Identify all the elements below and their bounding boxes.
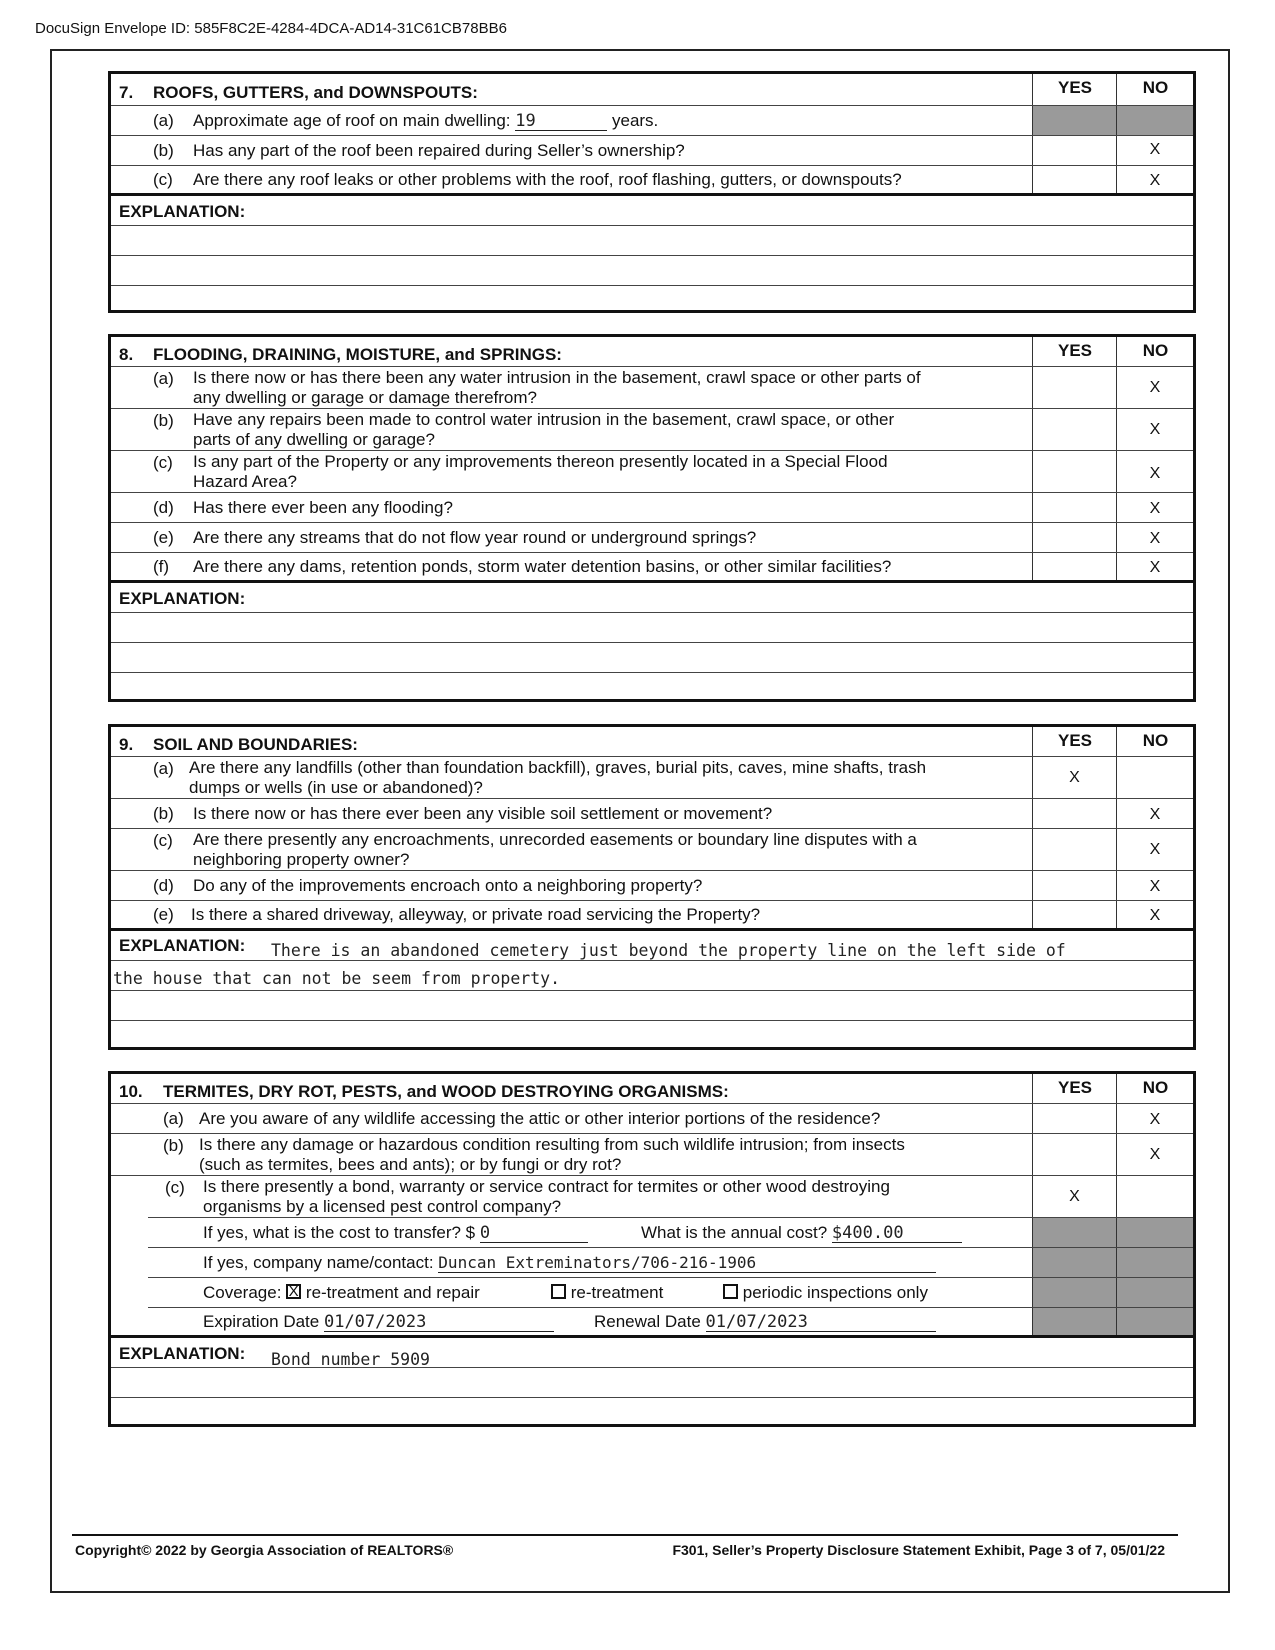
no-mark: X [1149,841,1161,858]
no-mark: X [1149,530,1161,547]
yes-cell[interactable] [1032,409,1116,450]
yes-header: YES [1057,731,1093,750]
renewal-date-field[interactable]: 01/07/2023 [706,1312,936,1332]
question-text: Are there any landfills (other than foundation backfill), graves, burial pits, caves, mine shafts, trash dumps or wells (in use or abandoned)? [189,758,927,797]
question-text: Approximate age of roof on main dwelling: 19 years. [193,111,659,131]
explanation-row[interactable] [111,1338,1193,1368]
explanation-line[interactable] [111,226,1193,256]
footer-copyright: Copyright© 2022 by Georgia Association of REALTORS® [75,1542,454,1558]
no-mark: X [1149,379,1161,396]
question-text: Have any repairs been made to control water intrusion in the basement, crawl space, or other parts of any dwelling or garage? [193,410,895,449]
explanation-label: EXPLANATION: [119,1344,246,1363]
explanation-line[interactable] [111,643,1193,673]
section-title: TERMITES, DRY ROT, PESTS, and WOOD DESTROYING ORGANISMS: [163,1082,729,1101]
section-title: FLOODING, DRAINING, MOISTURE, and SPRINGS: [153,345,562,364]
section-termites [108,1071,1196,1427]
no-mark: X [1149,1111,1161,1128]
question-label: (b) [153,411,174,430]
question-text: Is there a shared driveway, alleyway, or private road servicing the Property? [191,905,761,924]
yes-cell[interactable] [1032,829,1116,870]
cost-transfer-field[interactable]: 0 [480,1223,588,1243]
question-row-7c [111,166,1193,196]
no-cell[interactable] [1116,871,1193,900]
yes-cell[interactable] [1032,553,1116,580]
question-row-9b [111,799,1193,829]
no-mark: X [1149,1146,1161,1163]
cost-transfer: If yes, what is the cost to transfer? $ 0 [203,1223,1023,1243]
no-header: NO [1142,1078,1169,1097]
question-row-8e [111,523,1193,553]
question-text: Are there any streams that do not flow year round or underground springs? [193,528,757,547]
footer-form-id: F301, Seller’s Property Disclosure Statement Exhibit, Page 3 of 7, 05/01/22 [672,1542,1165,1558]
question-row-10a [111,1104,1193,1134]
company-field[interactable]: Duncan Extreminators/706-216-1906 [438,1253,936,1273]
question-label: (a) [153,111,174,130]
envelope-id: DocuSign Envelope ID: 585F8C2E-4284-4DCA-AD14-31C61CB78BB6 [35,20,507,37]
question-row-9a [111,757,1193,799]
question-label: (f) [153,557,170,576]
no-cell[interactable] [1116,493,1193,522]
yes-header: YES [1057,341,1093,360]
question-label: (d) [153,498,174,517]
explanation-row[interactable] [111,196,1193,226]
cost-row [111,1218,1193,1248]
no-cell[interactable] [1116,757,1193,798]
explanation-text[interactable]: There is an abandoned cemetery just beyond the property line on the left side of [271,941,1066,960]
question-text: Is any part of the Property or any improvements thereon presently located in a Special Flood Hazard Area? [193,452,888,491]
explanation-line[interactable] [111,961,1193,991]
no-cell[interactable] [1116,523,1193,552]
no-cell[interactable] [1116,367,1193,408]
no-cell[interactable] [1116,451,1193,492]
yes-cell[interactable] [1032,799,1116,828]
yes-cell[interactable] [1032,166,1116,193]
section-number: 10. [119,1082,143,1101]
section-header-row [111,1074,1193,1104]
renewal-date: Renewal Date 01/07/2023 [594,1312,1014,1332]
question-label: (a) [153,369,174,388]
no-header: NO [1142,78,1169,97]
no-cell[interactable] [1116,799,1193,828]
no-cell[interactable] [1116,1134,1193,1175]
question-row-8f [111,553,1193,583]
coverage: Coverage: X re-treatment and repair [203,1283,480,1302]
section-number: 7. [119,83,134,102]
no-cell[interactable] [1116,166,1193,193]
no-cell[interactable] [1116,1176,1193,1218]
section-number: 8. [119,345,134,364]
question-text: Has any part of the roof been repaired during Seller’s ownership? [193,141,685,160]
yes-cell[interactable] [1032,1104,1116,1133]
question-text: Are there presently any encroachments, unrecorded easements or boundary line disputes with a neighboring property owner? [193,830,917,869]
annual-cost: What is the annual cost? $400.00 [641,1223,971,1243]
section-header-row [111,727,1193,757]
no-mark: X [1149,421,1161,438]
yes-cell[interactable] [1032,1176,1116,1218]
question-text: Is there presently a bond, warranty or service contract for termites or other wood destroying organisms by a licensed pest control company? [203,1177,890,1216]
question-label: (e) [153,905,174,924]
yes-cell[interactable] [1032,493,1116,522]
question-label: (d) [153,876,174,895]
yes-cell[interactable] [1032,136,1116,165]
yes-cell[interactable] [1032,1134,1116,1175]
explanation-line[interactable] [111,613,1193,643]
explanation-label: EXPLANATION: [119,202,246,221]
explanation-line[interactable] [111,256,1193,286]
question-row-8b [111,409,1193,451]
section-header-row [111,74,1193,106]
checkbox-retreatment[interactable] [551,1284,566,1299]
yes-cell[interactable] [1032,871,1116,900]
dates-row [111,1308,1193,1338]
no-mark: X [1149,500,1161,517]
no-mark: X [1149,141,1161,158]
section-title: ROOFS, GUTTERS, and DOWNSPOUTS: [153,83,478,102]
roof-age-field[interactable]: 19 [515,111,607,131]
no-cell[interactable] [1116,136,1193,165]
explanation-row[interactable] [111,931,1193,961]
no-cell[interactable] [1116,829,1193,870]
question-label: (a) [163,1109,184,1128]
explanation-text[interactable]: Bond number 5909 [271,1350,430,1369]
yes-cell[interactable] [1032,757,1116,798]
no-cell[interactable] [1116,553,1193,580]
no-mark: X [1149,465,1161,482]
question-row-9c [111,829,1193,871]
section-roofs [108,71,1196,313]
no-cell[interactable] [1116,1104,1193,1133]
no-mark: X [1149,878,1161,895]
explanation-line[interactable] [111,991,1193,1021]
yes-header: YES [1057,78,1093,97]
explanation-label: EXPLANATION: [119,589,246,608]
expiration-date: Expiration Date 01/07/2023 [203,1312,1023,1332]
no-mark: X [1149,806,1161,823]
question-text: Is there any damage or hazardous condition resulting from such wildlife intrusion; from insects (such as termites, bees and ants); or by fungi or dry rot? [199,1135,905,1174]
yes-mark: X [1069,769,1080,786]
section-header-row [111,337,1193,367]
question-label: (c) [153,170,173,189]
question-row-10c [111,1176,1193,1218]
checkbox-periodic-inspections[interactable] [723,1284,738,1299]
question-text: Are there any dams, retention ponds, storm water detention basins, or other similar facilities? [193,557,892,576]
question-label: (c) [165,1178,185,1197]
yes-cell[interactable] [1032,523,1116,552]
question-text: Are you aware of any wildlife accessing the attic or other interior portions of the residence? [199,1109,881,1128]
yes-cell[interactable] [1032,451,1116,492]
question-row-10b [111,1134,1193,1176]
question-row-9e [111,901,1193,931]
question-text: Do any of the improvements encroach onto a neighboring property? [193,876,703,895]
no-cell[interactable] [1116,901,1193,928]
section-title: SOIL AND BOUNDARIES: [153,735,358,754]
question-text: Is there now or has there ever been any visible soil settlement or movement? [193,804,773,823]
company: If yes, company name/contact: Duncan Extreminators/706-216-1906 [203,1253,1023,1273]
explanation-label: EXPLANATION: [119,936,246,955]
company-row [111,1248,1193,1278]
question-label: (a) [153,759,174,778]
section-soil [108,724,1196,1050]
explanation-line[interactable] [111,1368,1193,1398]
explanation-text[interactable]: the house that can not be seem from property. [113,969,561,988]
question-row-7b [111,136,1193,166]
question-label: (b) [153,804,174,823]
annual-cost-field[interactable]: $400.00 [832,1223,962,1243]
question-label: (b) [163,1136,184,1155]
section-number: 9. [119,735,134,754]
question-row-7a [111,106,1193,136]
yes-cell[interactable] [1032,367,1116,408]
footer-divider [72,1534,1178,1536]
coverage-row: Coverage: X re-treatment and repair re-treatment periodic inspections only [111,1278,1193,1308]
no-header: NO [1142,341,1169,360]
no-mark: X [1149,907,1161,924]
question-label: (c) [153,831,173,850]
checkbox-retreatment-repair[interactable]: X [286,1284,301,1299]
question-label: (e) [153,528,174,547]
yes-header: YES [1057,1078,1093,1097]
yes-mark: X [1069,1188,1080,1205]
no-cell[interactable] [1116,409,1193,450]
explanation-row[interactable] [111,583,1193,613]
question-row-8a [111,367,1193,409]
question-label: (b) [153,141,174,160]
question-text: Is there now or has there been any water intrusion in the basement, crawl space or other parts of any dwelling or garage or damage therefrom? [193,368,921,407]
no-header: NO [1142,731,1169,750]
expiration-date-field[interactable]: 01/07/2023 [324,1312,554,1332]
question-text: Are there any roof leaks or other problems with the roof, roof flashing, gutters, or downspouts? [193,170,902,189]
question-row-8c [111,451,1193,493]
section-flooding [108,334,1196,702]
question-row-9d [111,871,1193,901]
question-row-8d [111,493,1193,523]
question-label: (c) [153,453,173,472]
no-mark: X [1149,172,1161,189]
question-text: Has there ever been any flooding? [193,498,453,517]
yes-cell[interactable] [1032,901,1116,928]
no-mark: X [1149,559,1161,576]
